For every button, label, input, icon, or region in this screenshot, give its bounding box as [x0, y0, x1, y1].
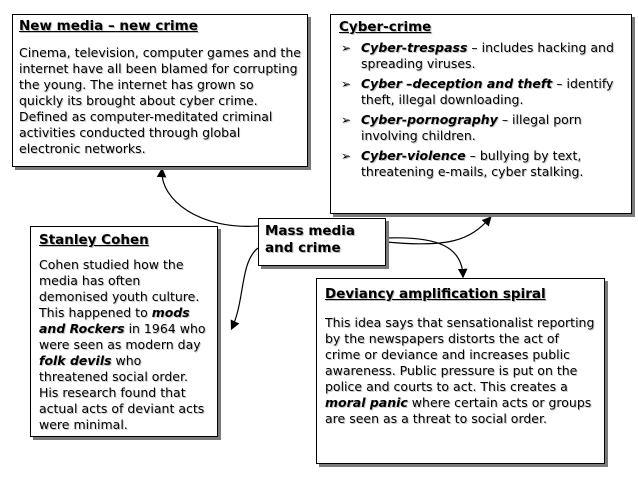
spiral-body	[325, 315, 596, 427]
cohen-text-2: in 1964 who were seen as modern day	[39, 321, 206, 352]
arrow-to-cyber-crime	[386, 218, 490, 244]
mass-media-box	[258, 218, 386, 266]
deviancy-spiral-box	[316, 278, 605, 464]
cyber-term: Cyber –deception and theft	[361, 76, 553, 91]
mass-media-title: Mass media and crime	[265, 223, 355, 256]
cohen-title: Stanley Cohen	[39, 232, 149, 248]
cyber-desc: – includes hacking and spreading viruses.	[361, 40, 614, 71]
cyber-desc: – bullying by text, threatening e-mails, cyber stalking.	[361, 148, 584, 179]
cyber-crime-list	[339, 40, 625, 180]
new-media-box	[12, 14, 308, 167]
list-item	[339, 76, 625, 108]
spiral-moral-panic: moral panic	[325, 395, 408, 410]
spiral-text-2: where certain acts or groups are seen as a threat to social order.	[325, 395, 592, 426]
arrow-bullet-icon: ➢	[341, 113, 352, 127]
cyber-desc: – illegal porn involving children.	[361, 112, 582, 143]
cohen-text-1: Cohen studied how the media has often demonised youth culture. This happened to	[39, 257, 200, 320]
cyber-term: Cyber-pornography	[361, 112, 498, 127]
arrow-to-cohen	[232, 248, 258, 328]
arrow-to-new-media	[162, 170, 258, 226]
spiral-title: Deviancy amplification spiral	[325, 286, 546, 302]
arrow-bullet-icon: ➢	[341, 77, 352, 91]
cohen-folk-devils: folk devils	[39, 353, 112, 368]
list-item	[339, 148, 625, 180]
cyber-crime-box	[330, 14, 632, 214]
cohen-text-3: who threatened social order. His research found that actual acts of deviant acts were minimal.	[39, 353, 205, 432]
arrow-to-spiral	[386, 238, 463, 276]
list-item	[339, 40, 625, 72]
cyber-term: Cyber-violence	[361, 148, 466, 163]
spiral-text-1: This idea says that sensationalist reporting by the newspapers distorts the act of crime or deviance and increases public awareness. Public pressure is put on the police and courts to act. This creates a	[325, 315, 595, 394]
cohen-mods-rockers: mods and Rockers	[39, 305, 190, 336]
arrow-bullet-icon: ➢	[341, 41, 352, 55]
cohen-body	[39, 257, 209, 433]
cyber-desc: – identify theft, illegal downloading.	[361, 76, 614, 107]
new-media-title: New media – new crime	[19, 18, 198, 34]
cyber-crime-title: Cyber-crime	[339, 19, 432, 35]
new-media-body: Cinema, television, computer games and the internet have all been blamed for corrupting the young. The internet has grown so quickly its brought about cyber crime. Defined as computer-meditated criminal activities conducted through global electronic networks.	[19, 45, 301, 156]
list-item	[339, 112, 625, 144]
arrow-bullet-icon: ➢	[341, 149, 352, 163]
stanley-cohen-box	[30, 226, 218, 437]
cyber-term: Cyber-trespass	[361, 40, 468, 55]
